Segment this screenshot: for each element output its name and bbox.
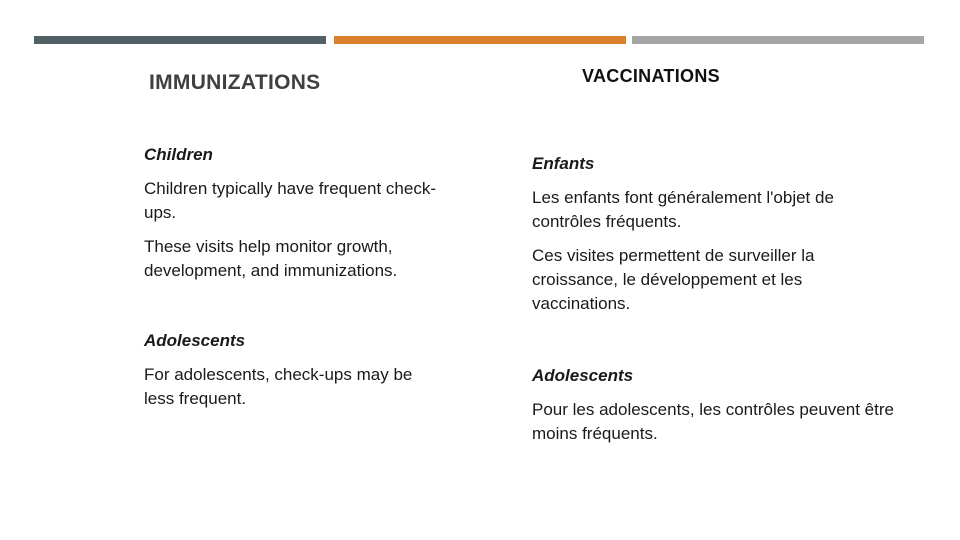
paragraph: Les enfants font généralement l'objet de contrôles fréquents. xyxy=(532,188,834,231)
french-content-column xyxy=(532,152,902,456)
section-heading-adolescents-fr: Adolescents xyxy=(532,366,634,385)
section-heading-enfants: Enfants xyxy=(532,154,595,173)
paragraph: These visits help monitor growth, development, and immunizations. xyxy=(144,237,398,280)
paragraph: Ces visites permettent de surveiller la croissance, le développement et les vaccinations. xyxy=(532,246,815,313)
accent-bar-orange xyxy=(334,36,626,44)
accent-bar-slate xyxy=(34,36,326,44)
slide-title-french: VACCINATIONS xyxy=(582,66,720,86)
slide-title-english: IMMUNIZATIONS xyxy=(149,71,321,94)
paragraph: Children typically have frequent check-ups. xyxy=(144,179,436,222)
english-content-column xyxy=(144,143,444,421)
paragraph: For adolescents, check-ups may be less frequent. xyxy=(144,365,413,408)
section-heading-adolescents: Adolescents xyxy=(144,331,246,350)
section-heading-children: Children xyxy=(144,145,213,164)
paragraph: Pour les adolescents, les contrôles peuvent être moins fréquents. xyxy=(532,400,894,443)
accent-bar-gray xyxy=(632,36,924,44)
